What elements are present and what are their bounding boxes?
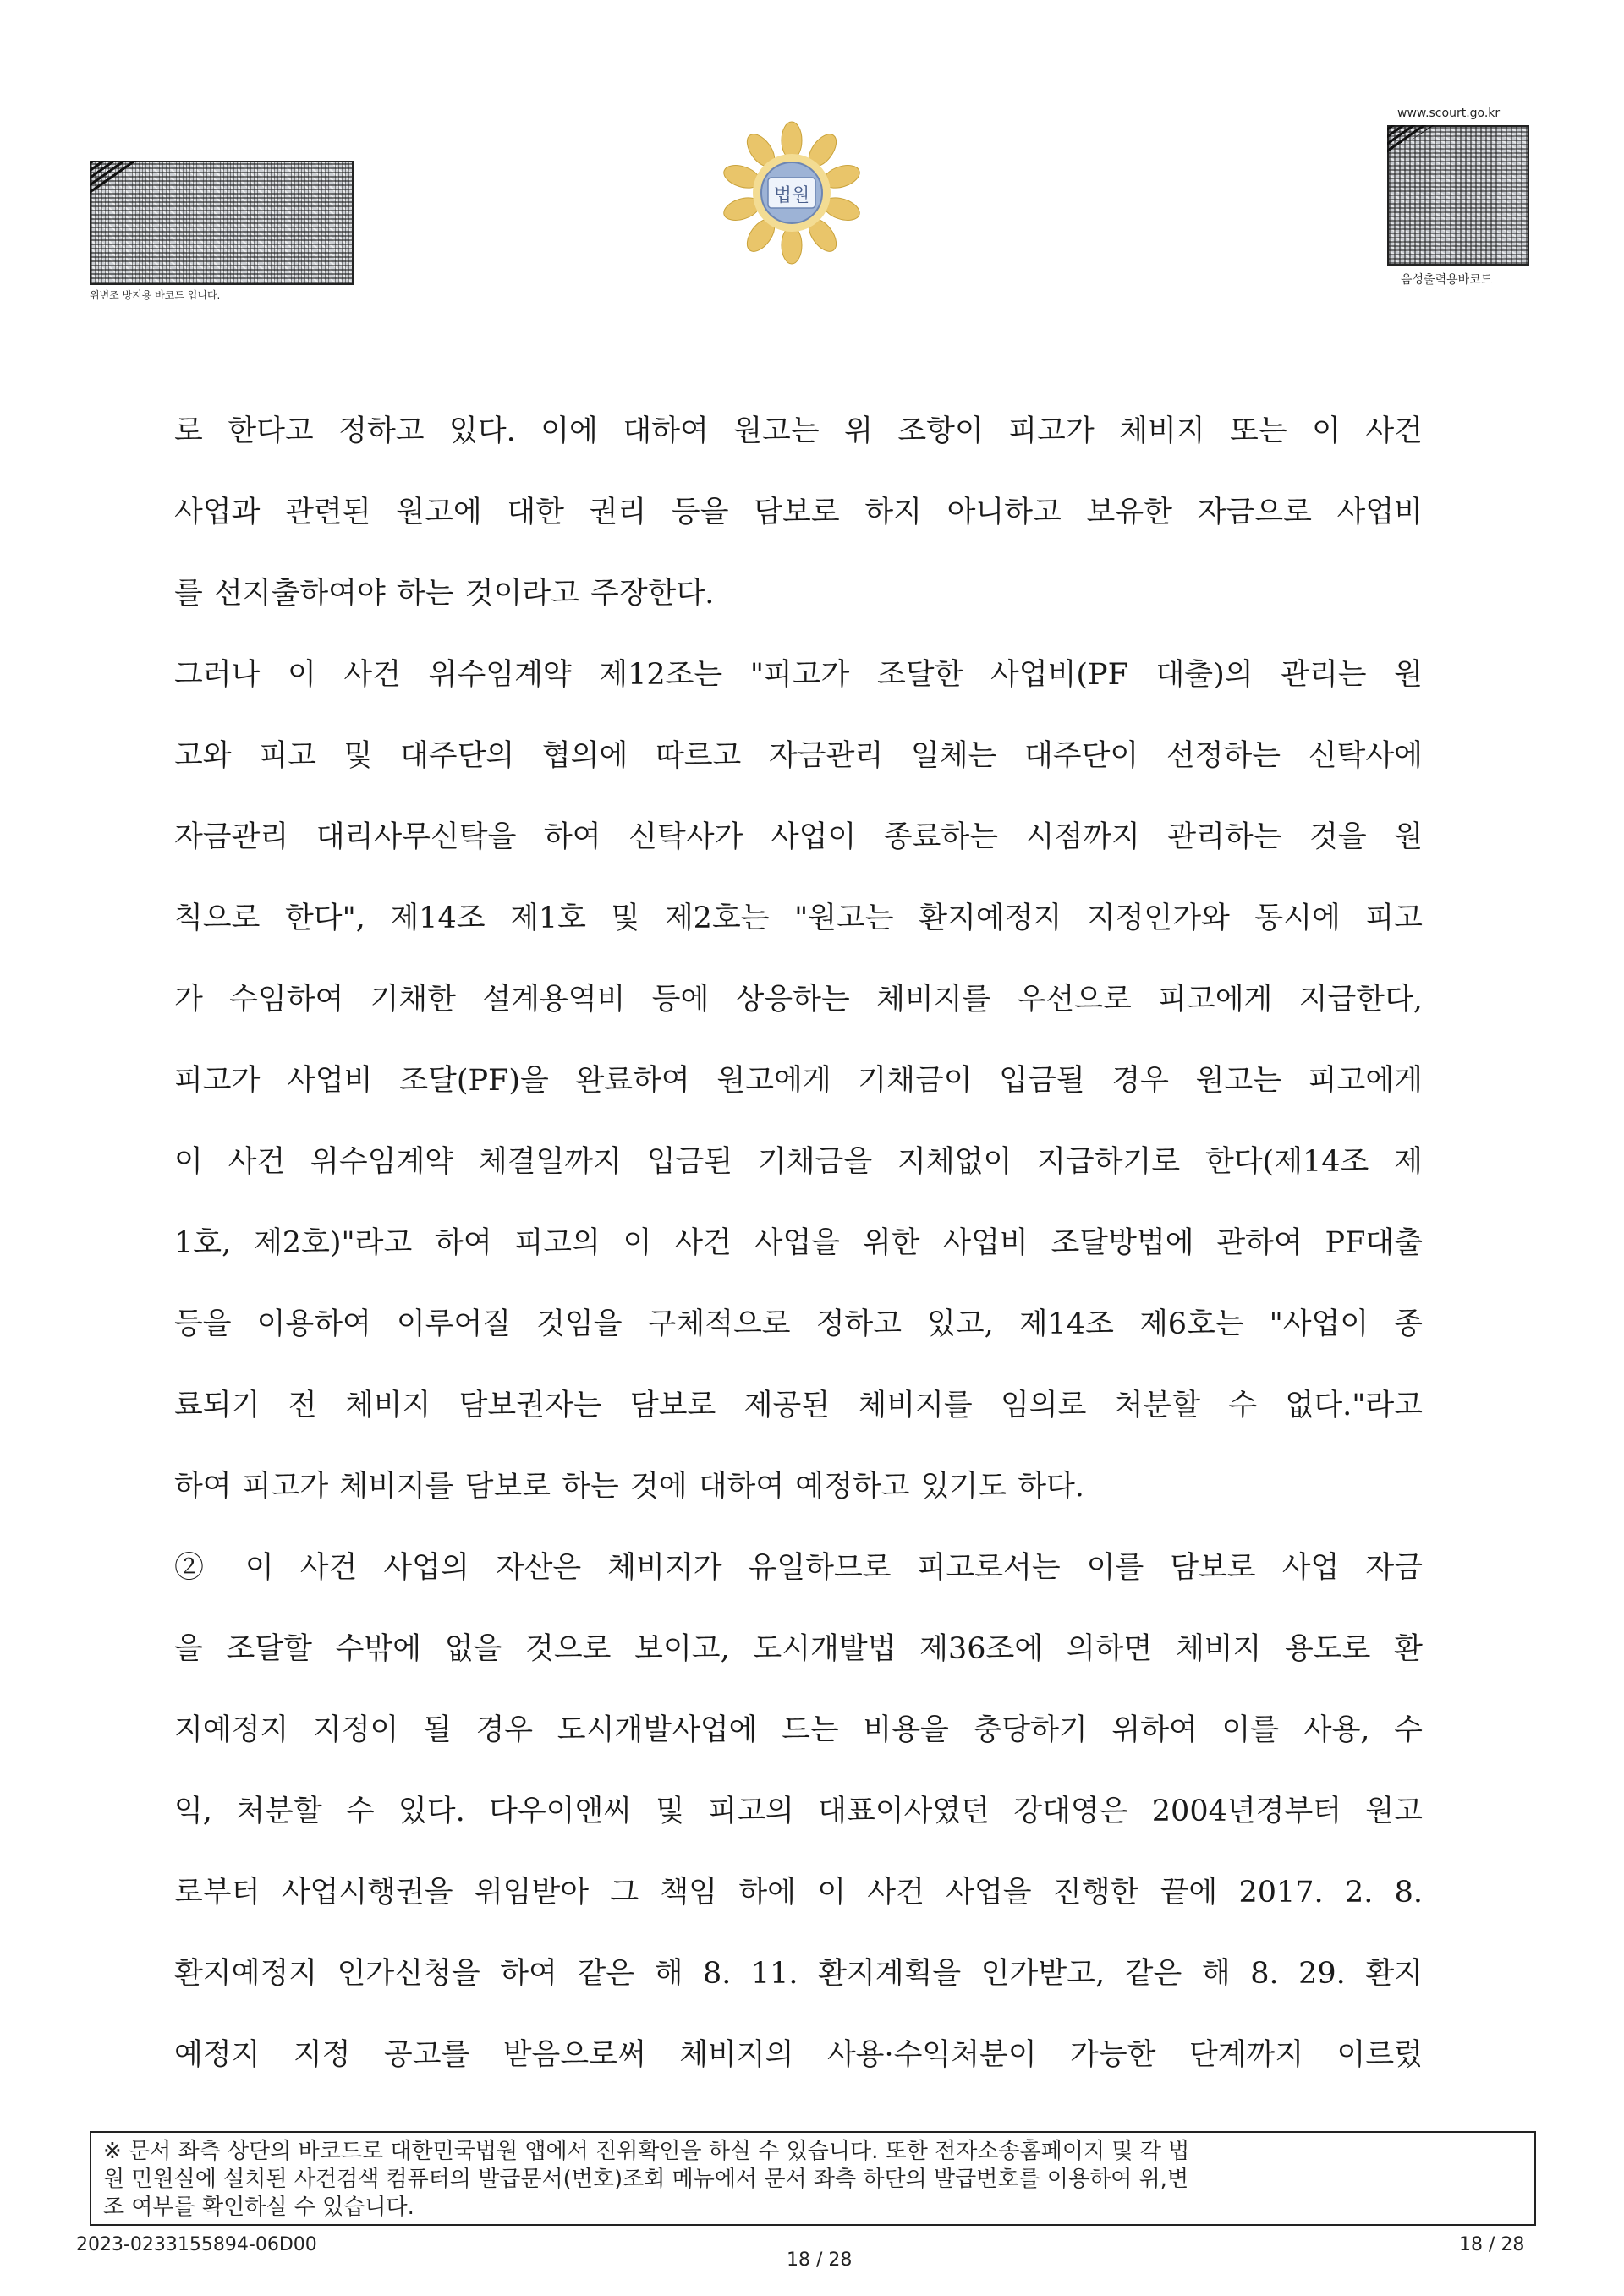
body-line: ② 이 사건 사업의 자산은 체비지가 유일하므로 피고로서는 이를 담보로 사업 자금 <box>174 1551 1423 1585</box>
emblem-label: 법원 <box>773 185 810 206</box>
page-number-right: 18 / 28 <box>1459 2234 1525 2255</box>
body-line: 그러나 이 사건 위수임계약 제12조는 "피고가 조달한 사업비(PF 대출)의 관리는 원 <box>174 658 1423 692</box>
voice-output-barcode-caption: 음성출력용바코드 <box>1401 273 1493 287</box>
body-line: 피고가 사업비 조달(PF)을 완료하여 원고에게 기채금이 입금될 경우 원고는 피고에게 <box>174 1064 1423 1098</box>
body-line: 칙으로 한다", 제14조 제1호 및 제2호는 "원고는 환지예정지 지정인가와 동시에 피고 <box>174 901 1423 935</box>
page-number-center: 18 / 28 <box>787 2249 853 2271</box>
body-line: 를 선지출하여야 하는 것이라고 주장한다. <box>174 577 715 611</box>
body-line: 을 조달할 수밖에 없을 것으로 보이고, 도시개발법 제36조에 의하면 체비지 용도로 환 <box>174 1632 1423 1666</box>
body-line: 등을 이용하여 이루어질 것임을 구체적으로 정하고 있고, 제14조 제6호는 "사업이 종 <box>174 1307 1423 1341</box>
body-line: 료되기 전 체비지 담보권자는 담보로 제공된 체비지를 임의로 처분할 수 없다."라고 <box>174 1389 1423 1422</box>
body-line: 사업과 관련된 원고에 대한 권리 등을 담보로 하지 아니하고 보유한 자금으로 사업비 <box>174 496 1423 529</box>
body-line: 자금관리 대리사무신탁을 하여 신탁사가 사업이 종료하는 시점까지 관리하는 것을 원 <box>174 820 1423 854</box>
document-body <box>174 391 1423 2096</box>
court-website-url: www.scourt.go.kr <box>1397 107 1501 120</box>
verification-notice <box>90 2131 1536 2226</box>
body-line: 하여 피고가 체비지를 담보로 하는 것에 대하여 예정하고 있기도 하다. <box>174 1470 1084 1504</box>
body-line: 1호, 제2호)"라고 하여 피고의 이 사건 사업을 위한 사업비 조달방법에 관하여 PF대출 <box>174 1226 1423 1260</box>
voice-output-barcode-image <box>1387 125 1529 266</box>
body-line: 이 사건 위수임계약 체결일까지 입금된 기채금을 지체없이 지급하기로 한다(제14조 제 <box>174 1145 1423 1179</box>
court-emblem-icon <box>721 118 863 271</box>
body-line: 로 한다고 정하고 있다. 이에 대하여 원고는 위 조항이 피고가 체비지 또는 이 사건 <box>174 414 1423 448</box>
document-header <box>0 0 1624 304</box>
anti-forgery-barcode-caption: 위변조 방지용 바코드 입니다. <box>90 289 221 301</box>
body-line: 환지예정지 인가신청을 하여 같은 해 8. 11. 환지계획을 인가받고, 같은 해 8. 29. 환지 <box>174 1957 1423 1991</box>
anti-forgery-barcode-image <box>90 161 354 285</box>
issue-number: 2023-0233155894-06D00 <box>76 2234 317 2255</box>
body-line: 익, 처분할 수 있다. 다우이앤씨 및 피고의 대표이사였던 강대영은 2004년경부터 원고 <box>174 1795 1423 1828</box>
body-line: 예정지 지정 공고를 받음으로써 체비지의 사용·수익처분이 가능한 단계까지 이르렀 <box>174 2038 1423 2072</box>
body-line: 고와 피고 및 대주단의 협의에 따르고 자금관리 일체는 대주단이 선정하는 신탁사에 <box>174 739 1423 773</box>
body-line: 지예정지 지정이 될 경우 도시개발사업에 드는 비용을 충당하기 위하여 이를 사용, 수 <box>174 1713 1423 1747</box>
notice-line: ※ 문서 좌측 상단의 바코드로 대한민국법원 앱에서 진위확인을 하실 수 있습니다. 또한 전자소송홈페이지 및 각 법 <box>103 2139 1190 2164</box>
notice-line: 조 여부를 확인하실 수 있습니다. <box>103 2195 414 2220</box>
body-line: 가 수임하여 기채한 설계용역비 등에 상응하는 체비지를 우선으로 피고에게 지급한다, <box>174 983 1423 1016</box>
body-line: 로부터 사업시행권을 위임받아 그 책임 하에 이 사건 사업을 진행한 끝에 2017. 2. 8. <box>174 1876 1423 1910</box>
notice-line: 원 민원실에 설치된 사건검색 컴퓨터의 발급문서(번호)조회 메뉴에서 문서 좌측 하단의 발급번호를 이용하여 위,변 <box>103 2167 1189 2192</box>
